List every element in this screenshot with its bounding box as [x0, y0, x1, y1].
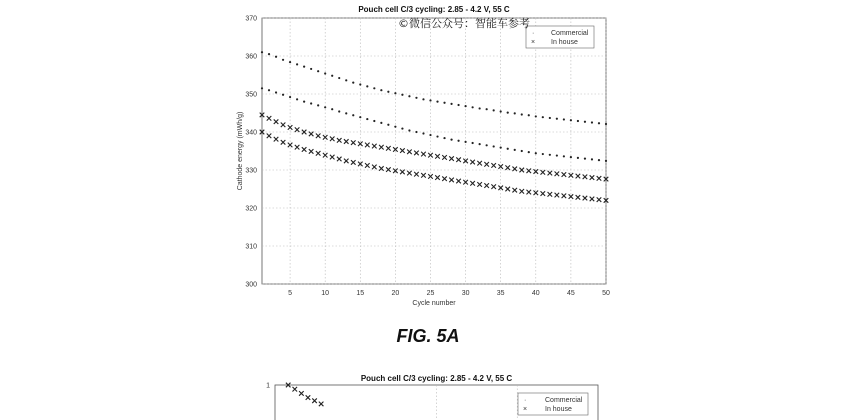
x-tick-label: 40	[531, 290, 540, 297]
data-point-x	[576, 195, 581, 200]
y-tick-label: 330	[245, 167, 257, 175]
data-point-x	[449, 178, 454, 183]
chart-top	[237, 5, 610, 307]
data-point-dot	[331, 75, 333, 77]
data-point-x	[274, 119, 279, 124]
data-point-dot	[507, 148, 509, 150]
data-point-x	[407, 149, 412, 154]
data-point-dot	[289, 96, 291, 98]
data-point-dot	[387, 124, 389, 126]
data-point-dot	[486, 108, 488, 110]
data-point-dot	[429, 134, 431, 136]
data-point-dot	[352, 82, 354, 84]
x-tick-label: 5	[288, 290, 293, 297]
data-point-dot	[528, 114, 530, 116]
data-point-dot	[310, 68, 312, 70]
data-point-dot	[373, 87, 375, 89]
data-point-dot	[563, 155, 565, 157]
data-point-dot	[394, 92, 396, 94]
data-point-dot	[429, 99, 431, 101]
data-point-dot	[366, 118, 368, 120]
data-point-x	[435, 175, 440, 180]
data-point-dot	[577, 120, 579, 122]
data-point-x	[386, 146, 391, 151]
data-point-dot	[422, 98, 424, 100]
data-point-dot	[317, 70, 319, 72]
y-tick-label: 1	[266, 382, 270, 390]
data-point-x	[505, 187, 510, 192]
data-point-dot	[296, 63, 298, 65]
data-point-x	[372, 144, 377, 149]
data-point-x	[512, 167, 517, 172]
data-point-dot	[345, 79, 347, 81]
x-tick-label: 10	[321, 290, 330, 297]
data-point-x	[295, 145, 300, 150]
data-point-dot	[549, 117, 551, 119]
plot-area-frame	[262, 18, 606, 284]
data-point-dot	[261, 87, 263, 89]
data-point-dot	[261, 51, 263, 53]
data-point-dot	[408, 129, 410, 131]
data-point-x	[267, 134, 272, 139]
data-point-x	[569, 194, 574, 199]
data-point-dot	[275, 56, 277, 58]
data-point-x	[562, 172, 567, 177]
data-point-dot	[457, 104, 459, 106]
data-point-dot	[556, 154, 558, 156]
data-point-x	[372, 165, 377, 170]
chart-title: Pouch cell C/3 cycling: 2.85 - 4.2 V, 55 C	[360, 374, 513, 383]
data-point-dot	[303, 101, 305, 103]
data-point-x	[456, 157, 461, 162]
data-point-x	[491, 184, 496, 189]
data-point-dot	[352, 114, 354, 116]
y-tick-label: 360	[245, 53, 257, 61]
data-point-x	[597, 176, 602, 181]
y-tick-label: 300	[245, 281, 257, 289]
data-point-x	[470, 160, 475, 165]
data-point-x	[323, 153, 328, 158]
x-tick-label: 25	[426, 290, 435, 297]
data-point-dot	[605, 160, 607, 162]
data-point-dot	[479, 107, 481, 109]
data-point-dot	[542, 116, 544, 118]
legend	[526, 26, 594, 48]
data-point-x	[292, 387, 297, 392]
data-point-x	[400, 148, 405, 153]
y-tick-label: 320	[245, 205, 257, 213]
data-point-dot	[556, 118, 558, 120]
data-point-x	[302, 130, 307, 135]
data-points	[260, 51, 609, 203]
data-point-dot	[563, 118, 565, 120]
chart-title: Pouch cell C/3 cycling: 2.85 - 4.2 V, 55 C	[358, 5, 510, 14]
watermark: ©微信公众号：智能车参考	[398, 17, 530, 30]
data-point-x	[330, 137, 335, 142]
data-point-x	[365, 163, 370, 168]
data-point-x	[288, 125, 293, 130]
data-point-dot	[521, 150, 523, 152]
data-point-dot	[310, 102, 312, 104]
data-point-x	[281, 122, 286, 127]
data-point-x	[312, 398, 317, 403]
y-axis-label: Cathode energy (mWh/g)	[237, 111, 244, 191]
data-point-dot	[472, 142, 474, 144]
data-point-x	[316, 134, 321, 139]
x-tick-label: 30	[461, 290, 470, 297]
data-point-dot	[528, 151, 530, 153]
data-point-dot	[401, 127, 403, 129]
x-tick-label: 50	[602, 290, 610, 297]
data-point-dot	[282, 94, 284, 96]
data-point-dot	[514, 112, 516, 114]
data-point-dot	[591, 121, 593, 123]
data-point-x	[519, 168, 524, 173]
data-point-dot	[380, 89, 382, 91]
data-point-x	[435, 154, 440, 159]
data-point-dot	[324, 106, 326, 108]
data-point-dot	[359, 116, 361, 118]
data-point-x	[337, 138, 342, 143]
data-point-x	[306, 395, 311, 400]
data-point-x	[319, 402, 324, 407]
x-axis-label: Cycle number	[412, 300, 456, 307]
data-point-x	[274, 137, 279, 142]
data-point-dot	[296, 98, 298, 100]
data-point-x	[498, 164, 503, 169]
data-point-dot	[535, 115, 537, 117]
data-point-dot	[345, 112, 347, 114]
data-point-dot	[443, 137, 445, 139]
y-tick-label: 310	[245, 243, 257, 251]
data-point-dot	[394, 126, 396, 128]
data-point-x	[597, 197, 602, 202]
data-point-dot	[275, 91, 277, 93]
legend-entry-in-house: In house	[551, 39, 578, 46]
data-point-dot	[415, 131, 417, 133]
data-point-dot	[268, 89, 270, 91]
data-point-dot	[436, 135, 438, 137]
data-point-dot	[331, 108, 333, 110]
data-point-x	[470, 181, 475, 186]
chart-bottom	[266, 374, 598, 420]
data-point-x	[316, 151, 321, 156]
data-point-x	[583, 196, 588, 201]
data-point-x	[414, 172, 419, 177]
data-point-dot	[338, 77, 340, 79]
data-points	[286, 383, 324, 407]
data-point-dot	[570, 119, 572, 121]
data-point-dot	[464, 141, 466, 143]
data-point-dot	[289, 61, 291, 63]
data-point-x	[309, 149, 314, 154]
data-point-dot	[303, 66, 305, 68]
data-point-dot	[282, 59, 284, 61]
data-point-x	[590, 175, 595, 180]
data-point-x	[267, 116, 272, 121]
data-point-x	[351, 140, 356, 145]
data-point-dot	[324, 72, 326, 74]
data-point-dot	[542, 153, 544, 155]
data-point-x	[505, 165, 510, 170]
data-point-x	[330, 155, 335, 160]
data-point-x	[519, 189, 524, 194]
grid-lines	[262, 18, 606, 284]
data-point-x	[442, 176, 447, 181]
legend-entry-commercial: Commercial	[545, 397, 583, 404]
data-point-dot	[479, 143, 481, 145]
data-point-x	[541, 191, 546, 196]
data-point-x	[484, 183, 489, 188]
data-point-dot	[472, 106, 474, 108]
data-point-x	[590, 197, 595, 202]
legend-dot-icon: ·	[524, 397, 527, 404]
data-point-dot	[422, 132, 424, 134]
data-point-x	[541, 170, 546, 175]
data-point-dot	[464, 105, 466, 107]
data-point-x	[477, 182, 482, 187]
legend-entry-commercial: Commercial	[551, 30, 589, 37]
data-point-dot	[486, 144, 488, 146]
data-point-dot	[500, 146, 502, 148]
data-point-dot	[443, 102, 445, 104]
data-point-x	[299, 391, 304, 396]
legend-x-icon: ×	[523, 406, 528, 413]
data-point-dot	[598, 122, 600, 124]
data-point-x	[365, 143, 370, 148]
data-point-dot	[450, 139, 452, 141]
data-point-dot	[514, 149, 516, 151]
x-tick-labels	[288, 290, 610, 297]
data-point-dot	[493, 145, 495, 147]
data-point-x	[428, 153, 433, 158]
data-point-dot	[408, 95, 410, 97]
data-point-dot	[549, 154, 551, 156]
data-point-dot	[577, 157, 579, 159]
data-point-dot	[401, 94, 403, 96]
data-point-x	[421, 173, 426, 178]
data-point-x	[456, 179, 461, 184]
data-point-dot	[359, 83, 361, 85]
y-tick-labels	[266, 383, 270, 390]
data-point-x	[421, 152, 426, 157]
data-point-dot	[415, 97, 417, 99]
data-point-dot	[598, 159, 600, 161]
data-point-x	[344, 139, 349, 144]
x-tick-label: 15	[356, 290, 365, 297]
data-point-dot	[591, 158, 593, 160]
legend-entry-in-house: In house	[545, 406, 572, 413]
data-point-x	[555, 193, 560, 198]
data-point-x	[407, 171, 412, 176]
x-tick-label: 45	[566, 290, 575, 297]
data-point-dot	[317, 104, 319, 106]
data-point-x	[386, 167, 391, 172]
data-point-x	[548, 192, 553, 197]
data-point-x	[526, 168, 531, 173]
data-point-x	[512, 188, 517, 193]
data-point-x	[477, 161, 482, 166]
data-point-dot	[366, 85, 368, 87]
y-tick-label: 350	[245, 91, 257, 99]
data-point-dot	[535, 152, 537, 154]
y-tick-label: 370	[245, 15, 257, 23]
data-point-dot	[493, 109, 495, 111]
data-point-dot	[436, 101, 438, 103]
data-point-dot	[450, 103, 452, 105]
legend-dot-icon: ·	[532, 30, 535, 37]
legend	[518, 393, 588, 415]
figure-label: FIG. 5A	[396, 326, 460, 346]
data-point-dot	[605, 123, 607, 125]
data-point-x	[281, 140, 286, 145]
data-point-x	[344, 159, 349, 164]
data-point-dot	[507, 112, 509, 114]
data-point-dot	[584, 121, 586, 123]
data-point-x	[548, 171, 553, 176]
data-point-x	[583, 175, 588, 180]
data-point-x	[526, 190, 531, 195]
x-tick-label: 35	[496, 290, 505, 297]
data-point-x	[288, 143, 293, 148]
data-point-x	[295, 127, 300, 132]
data-point-x	[449, 156, 454, 161]
data-point-x	[491, 163, 496, 168]
legend-x-icon: ×	[531, 39, 536, 46]
data-point-x	[323, 135, 328, 140]
data-point-x	[555, 172, 560, 177]
data-point-x	[484, 162, 489, 167]
data-point-dot	[268, 53, 270, 55]
data-point-dot	[380, 122, 382, 124]
data-point-x	[576, 174, 581, 179]
data-point-dot	[457, 140, 459, 142]
data-point-dot	[500, 110, 502, 112]
data-point-x	[379, 145, 384, 150]
data-point-x	[302, 147, 307, 152]
data-point-x	[414, 151, 419, 156]
y-tick-labels	[245, 16, 257, 289]
grid-lines	[437, 385, 518, 420]
data-point-x	[562, 194, 567, 199]
data-point-x	[337, 157, 342, 162]
data-point-x	[351, 160, 356, 165]
y-tick-label: 340	[245, 129, 257, 137]
data-point-dot	[338, 110, 340, 112]
data-point-dot	[387, 91, 389, 93]
data-point-dot	[373, 120, 375, 122]
data-point-dot	[521, 113, 523, 115]
data-point-dot	[570, 156, 572, 158]
data-point-x	[428, 174, 433, 179]
x-tick-label: 20	[391, 290, 400, 297]
data-point-dot	[584, 158, 586, 160]
data-point-x	[442, 155, 447, 160]
